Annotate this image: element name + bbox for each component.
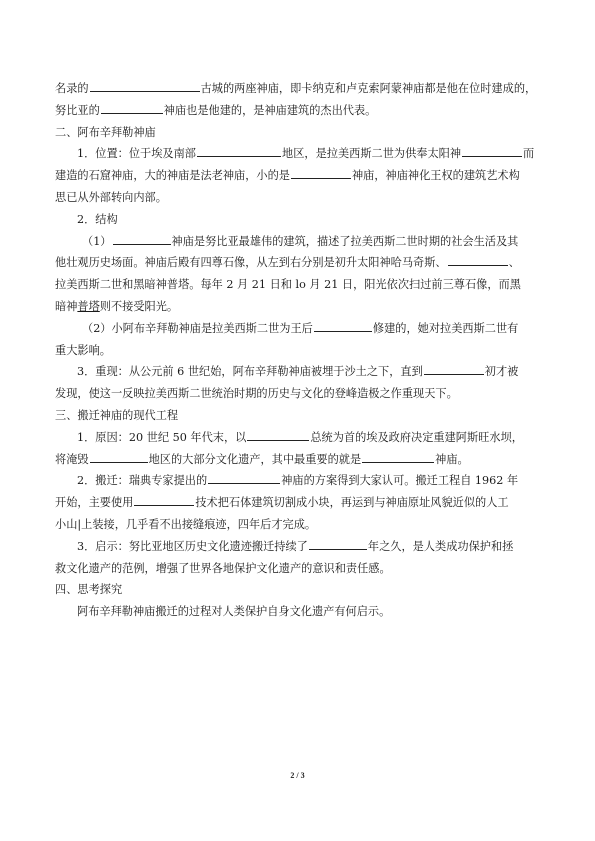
text-line (55, 470, 543, 492)
text-segment: 建造的石窟神庙，大的神庙是法老神庙，小的是 (55, 169, 290, 183)
text-line (55, 100, 543, 122)
text-segment: 古城的两座神庙，即卡纳克和卢克索阿蒙神庙都是他在位时建成的， (200, 82, 537, 95)
text-line (55, 383, 543, 405)
text-segment: 2．结构 (77, 212, 118, 226)
fill-in-blank[interactable] (448, 253, 508, 266)
underlined-text: 普塔 (77, 299, 100, 313)
fill-in-blank[interactable] (134, 493, 194, 506)
text-line (55, 231, 543, 253)
text-segment: 1．原因：20 世纪 50 年代末，以 (77, 430, 247, 444)
fill-in-blank[interactable] (247, 428, 309, 441)
question-text (55, 601, 543, 623)
text-segment: 技术把石体建筑切割成小块，再运到与神庙原址风貌近似的人工 (195, 496, 509, 510)
text-segment: 阿布辛拜勒神庙搬迁的过程对人类保护自身文化遗产有何启示。 (77, 605, 391, 619)
text-segment: 拉美西斯二世和黑暗神普塔。每年 2 月 21 日和 lo 月 21 日，阳光依次扫过前三尊石像，而黑 (55, 278, 521, 292)
text-segment: 3．重现：从公元前 6 世纪始，阿布辛拜勒神庙被埋于沙土之下，直到 (77, 365, 423, 379)
text-line (55, 536, 543, 558)
text-segment: （1） (82, 234, 112, 248)
text-line (55, 274, 543, 296)
fill-in-blank[interactable] (113, 232, 171, 245)
page-number: 2 / 3 (290, 771, 305, 780)
text-segment: 小山|上装接，几乎看不出接缝痕迹，四年后才完成。 (55, 517, 317, 531)
text-segment: 重大影响。 (55, 343, 111, 357)
text-segment: 而 (523, 147, 535, 161)
text-segment: 暗神 (55, 299, 78, 313)
text-segment: 二、阿布辛拜勒神庙 (55, 125, 156, 139)
text-segment: 总统为首的埃及政府决定重建阿斯旺水坝， (310, 430, 523, 444)
text-line (55, 427, 543, 449)
text-segment: 四、思考探究 (55, 583, 123, 597)
fill-in-blank[interactable] (208, 471, 280, 484)
document-body (55, 78, 543, 623)
section-heading (55, 122, 543, 144)
text-line (55, 187, 543, 209)
text-line (55, 78, 543, 100)
text-line (55, 143, 543, 165)
text-segment: 思已从外部转向内部。 (55, 190, 167, 204)
text-segment: 神庙。 (435, 452, 469, 466)
text-segment: 发现，使这一反映拉美西斯二世统治时期的历史与文化的登峰造极之作重现天下。 (55, 387, 458, 401)
text-segment: 三、搬迁神庙的现代工程 (55, 408, 179, 422)
fill-in-blank[interactable] (314, 319, 372, 332)
fill-in-blank[interactable] (424, 362, 484, 375)
fill-in-blank[interactable] (90, 450, 148, 463)
fill-in-blank[interactable] (362, 450, 434, 463)
text-segment: 努比亚的 (55, 103, 100, 117)
section-heading (55, 405, 543, 427)
subsection-heading (55, 209, 543, 231)
text-line (55, 449, 543, 471)
text-line (55, 165, 543, 187)
text-segment: 3．启示：努比亚地区历史文化遗迹搬迁持续了 (77, 539, 308, 553)
text-line (55, 558, 543, 580)
text-segment: （2）小阿布辛拜勒神庙是拉美西斯二世为王后 (82, 321, 313, 335)
fill-in-blank[interactable] (197, 144, 281, 157)
text-line (55, 252, 543, 274)
text-segment: 神庙是努比亚最雄伟的建筑，描述了拉美西斯二世时期的社会生活及其 (171, 234, 519, 248)
text-line (55, 492, 543, 514)
text-segment: 救文化遗产的范例，增强了世界各地保护文化遗产的意识和责任感。 (55, 561, 391, 575)
text-segment: 1．位置：位于埃及南部 (77, 147, 196, 161)
fill-in-blank[interactable] (309, 537, 367, 550)
text-line (55, 361, 543, 383)
text-segment: 2．搬迁：瑞典专家提出的 (77, 474, 208, 488)
text-segment: 将淹毁 (55, 452, 89, 466)
text-segment: 神庙也是他建的，是神庙建筑的杰出代表。 (163, 103, 377, 117)
section-heading (55, 579, 543, 601)
text-segment: 名录的 (55, 82, 89, 95)
text-line (55, 514, 543, 536)
text-segment: 他壮观历史场面。神庙后殿有四尊石像，从左到右分别是初升太阳神哈马奇斯、 (55, 256, 447, 270)
text-segment: 开始，主要使用 (55, 496, 134, 510)
text-line (55, 340, 543, 362)
text-line (55, 318, 543, 340)
text-segment: 神庙，神庙神化王权的建筑艺术构 (351, 169, 520, 183)
text-segment: 神庙的方案得到大家认可。搬迁工程自 1962 年 (281, 474, 519, 488)
text-segment: 年之久，是人类成功保护和拯 (367, 539, 514, 553)
text-segment: 、 (508, 256, 520, 270)
text-segment: 则不接受阳光。 (99, 299, 179, 313)
fill-in-blank[interactable] (291, 166, 351, 179)
text-segment: 初才被 (484, 365, 519, 379)
text-segment: 地区，是拉美西斯二世为供奉太阳神 (282, 147, 462, 161)
text-segment: 地区的大部分文化遗产，其中最重要的就是 (148, 452, 362, 466)
fill-in-blank[interactable] (101, 101, 163, 114)
text-segment: 修建的，她对拉美西斯二世有 (372, 321, 519, 335)
fill-in-blank[interactable] (90, 79, 200, 92)
text-line (55, 296, 543, 318)
fill-in-blank[interactable] (462, 144, 522, 157)
